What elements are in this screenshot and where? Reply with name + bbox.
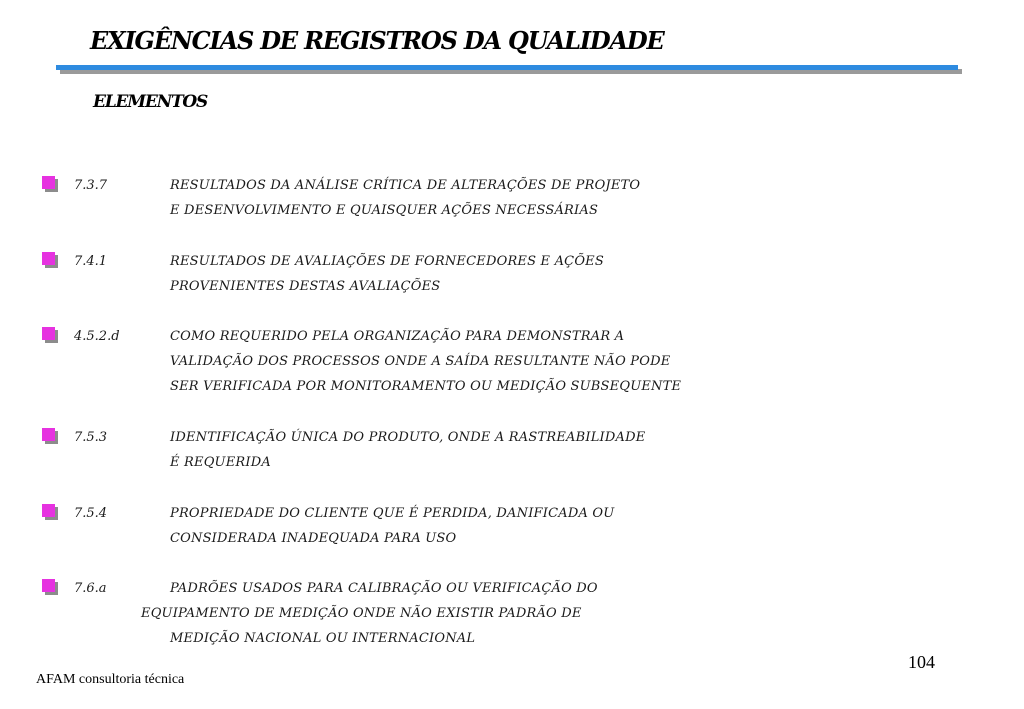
item-text-line: COMO REQUERIDO PELA ORGANIZAÇÃO PARA DEMONSTRAR A	[170, 329, 625, 344]
footer-company: AFAM consultoria técnica	[36, 672, 185, 687]
item-text-line: PROVENIENTES DESTAS AVALIAÇÕES	[170, 279, 441, 294]
square-bullet-icon	[42, 579, 58, 595]
item-text-line: MEDIÇÃO NACIONAL OU INTERNACIONAL	[170, 631, 476, 646]
slide-subtitle: ELEMENTOS	[93, 92, 208, 112]
item-text-line: CONSIDERADA INADEQUADA PARA USO	[170, 531, 457, 546]
page-number: 104	[908, 652, 935, 672]
item-text-line: RESULTADOS DE AVALIAÇÕES DE FORNECEDORES E AÇÕES	[170, 254, 604, 269]
slide-title: EXIGÊNCIAS DE REGISTROS DA QUALIDADE	[90, 26, 664, 55]
square-bullet-icon	[42, 428, 58, 444]
item-text-line: VALIDAÇÃO DOS PROCESSOS ONDE A SAÍDA RESULTANTE NÃO PODE	[170, 354, 671, 369]
item-text-line: SER VERIFICADA POR MONITORAMENTO OU MEDIÇÃO SUBSEQUENTE	[170, 379, 682, 394]
item-text-line: É REQUERIDA	[170, 455, 271, 470]
item-code: 7.3.7	[74, 178, 108, 193]
item-code: 7.6.a	[74, 581, 107, 596]
item-code: 7.4.1	[74, 254, 108, 269]
item-code: 4.5.2.d	[74, 329, 120, 344]
square-bullet-icon	[42, 504, 58, 520]
square-bullet-icon	[42, 327, 58, 343]
square-bullet-icon	[42, 176, 58, 192]
item-text-line: RESULTADOS DA ANÁLISE CRÍTICA DE ALTERAÇÕES DE PROJETO	[170, 178, 641, 193]
item-text-line: EQUIPAMENTO DE MEDIÇÃO ONDE NÃO EXISTIR PADRÃO DE	[141, 606, 582, 621]
item-code: 7.5.3	[74, 430, 108, 445]
item-code: 7.5.4	[74, 506, 108, 521]
item-text-line: E DESENVOLVIMENTO E QUAISQUER AÇÕES NECESSÁRIAS	[170, 203, 599, 218]
item-text-line: IDENTIFICAÇÃO ÚNICA DO PRODUTO, ONDE A RASTREABILIDADE	[170, 430, 646, 445]
item-text-line: PADRÕES USADOS PARA CALIBRAÇÃO OU VERIFICAÇÃO DO	[170, 581, 598, 596]
item-text-line: PROPRIEDADE DO CLIENTE QUE É PERDIDA, DANIFICADA OU	[170, 506, 615, 521]
square-bullet-icon	[42, 252, 58, 268]
